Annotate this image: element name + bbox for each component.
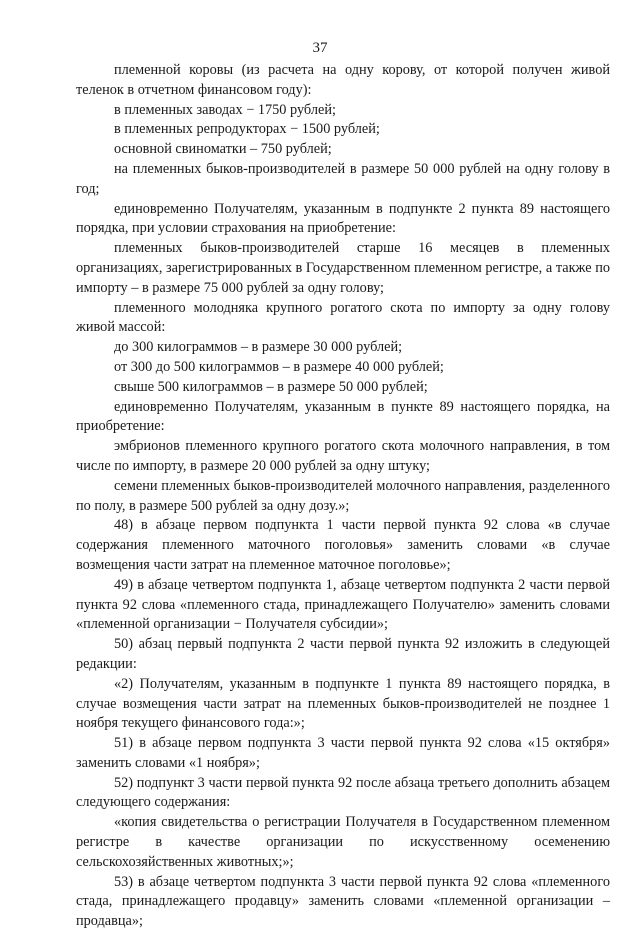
paragraph-13: эмбрионов племенного крупного рогатого скота молочного направления, в том числе по импорту, в размере 20 000 рублей за одну штуку; xyxy=(76,438,610,474)
paragraph-12: единовременно Получателям, указанным в пункте 89 настоящего порядка, на приобретение: xyxy=(76,398,610,435)
paragraph-14: семени племенных быков-производителей молочного направления, разделенного по полу, в размере 500 рублей за одну дозу.»; xyxy=(76,477,610,514)
paragraph-20: 52) подпункт 3 части первой пункта 92 после абзаца третьего дополнить абзацем следующего содержания: xyxy=(76,774,610,811)
paragraph-1: племенной коровы (из расчета на одну корову, от которой получен живой теленок в отчетном финансовом году): xyxy=(76,62,610,98)
paragraph-2: в племенных заводах − 1750 рублей; xyxy=(114,101,336,118)
paragraph-7: племенных быков-производителей старше 16 месяцев в племенных организациях, зарегистрированных в Государственном племенном регистре, а также по импорту – в размере 75 000 рублей за одну голову; xyxy=(76,240,610,296)
document-body xyxy=(76,61,610,932)
paragraph-6: единовременно Получателям, указанным в подпункте 2 пункта 89 настоящего порядка, при условии страхования на приобретение: xyxy=(76,200,610,237)
paragraph-4: основной свиноматки – 750 рублей; xyxy=(114,141,332,158)
paragraph-17: 50) абзац первый подпункта 2 части первой пункта 92 изложить в следующей редакции: xyxy=(76,636,610,672)
paragraph-19: 51) в абзаце первом подпункта 3 части первой пункта 92 слова «15 октября» заменить словами «1 ноября»; xyxy=(76,735,610,771)
paragraph-5: на племенных быков-производителей в размере 50 000 рублей на одну голову в год; xyxy=(76,160,610,197)
page-number: 37 xyxy=(312,40,328,56)
paragraph-21: «копия свидетельства о регистрации Получателя в Государственном племенном регистре в качестве организации по искусственному осеменению сельскохозяйственных животных;»; xyxy=(76,814,610,870)
paragraph-3: в племенных репродукторах − 1500 рублей; xyxy=(114,121,380,138)
paragraph-22: 53) в абзаце четвертом подпункта 3 части первой пункта 92 слова «племенного стада, принадлежащего продавцу» заменить словами «племенной организации – продавца»; xyxy=(76,873,610,930)
paragraph-18: «2) Получателям, указанным в подпункте 1 пункта 89 настоящего порядка, в случае возмещения части затрат на племенных быков-производителей не позднее 1 ноября текущего финансового года:»; xyxy=(76,675,610,732)
paragraph-11: свыше 500 килограммов – в размере 50 000 рублей; xyxy=(114,378,428,395)
paragraph-10: от 300 до 500 килограммов – в размере 40 000 рублей; xyxy=(114,358,444,375)
paragraph-15: 48) в абзаце первом подпункта 1 части первой пункта 92 слова «в случае содержания племенного маточного поголовья» заменить словами «в случае возмещения части затрат на племенное маточное поголовье»; xyxy=(76,517,610,573)
paragraph-16: 49) в абзаце четвертом подпункта 1, абзаце четвертом подпункта 2 части первой пункта 92 слова «племенного стада, принадлежащего Получателю» заменить словами «племенной организации − Получателя субсидии»; xyxy=(76,576,610,633)
paragraph-8: племенного молодняка крупного рогатого скота по импорту за одну голову живой массой: xyxy=(76,299,610,336)
paragraph-9: до 300 килограммов – в размере 30 000 рублей; xyxy=(114,339,403,356)
